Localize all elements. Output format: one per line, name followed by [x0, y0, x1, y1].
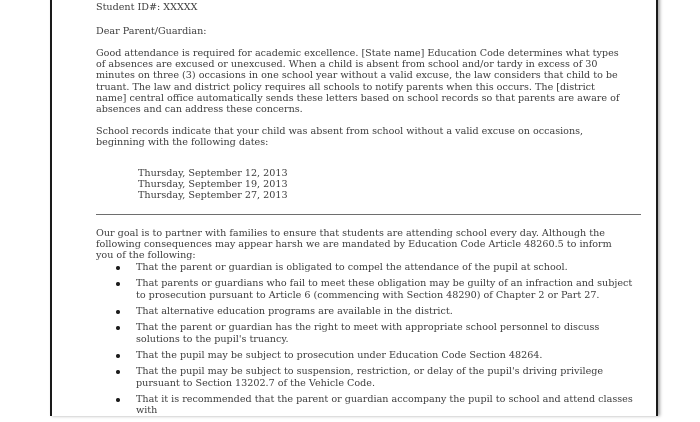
bullet-icon [116, 282, 120, 286]
intro-paragraph: Good attendance is required for academic excellence. [State name] Education Code determines what types of absences are excused or unexcused. When a child is absent from school and/or tardy in excess of 30 minutes on three (3) occasions in one school year without a valid excuse, the law considers that child to be truant. The law and district policy requires all schools to notify parents when this occurs. The [district name] central office automatically sends these letters based on school records so that parents are aware of absences and can address these concerns. [96, 48, 620, 116]
list-item-text: That the pupil may be subject to prosecution under Education Code Section 48264. [136, 349, 543, 361]
list-item [96, 278, 641, 300]
list-item-text: That parents or guardians who fail to meet these obligation may be guilty of an infraction and subject to prosecution pursuant to Article 6 (commencing with Section 48290) of Chapter 2 or Part 27. [136, 278, 633, 301]
list-item-text: That it is recommended that the parent or guardian accompany the pupil to school and attend classes with [136, 393, 633, 417]
absence-notice-paragraph: School records indicate that your child was absent from school without a valid excuse on occasions, beginning with the following dates: [96, 126, 584, 149]
list-item [96, 350, 641, 361]
list-item [96, 366, 641, 388]
greeting: Dear Parent/Guardian: [96, 26, 207, 37]
bullet-icon [116, 354, 120, 358]
list-item [96, 322, 641, 344]
list-item-text: That alternative education programs are available in the district. [136, 305, 453, 317]
list-item [96, 394, 641, 416]
absence-date: Thursday, September 19, 2013 [138, 179, 288, 190]
document-page [50, 0, 658, 416]
list-item-text: That the parent or guardian has the right to meet with appropriate school personnel to discuss solutions to the pupil's truancy. [136, 322, 600, 345]
goal-paragraph: Our goal is to partner with families to ensure that students are attending school every day. Although the following consequences may appear harsh we are mandated by Education Code Article 48260.5 to inform you of the following: [96, 228, 612, 262]
list-item-text: That the pupil may be subject to suspension, restriction, or delay of the pupil's driving privilege pursuant to Section 13202.7 of the Vehicle Code. [136, 366, 604, 389]
absence-dates-list [138, 168, 288, 201]
list-item-text: That the parent or guardian is obligated to compel the attendance of the pupil at school. [136, 262, 568, 273]
list-item [96, 306, 641, 317]
consequences-list [96, 262, 641, 422]
bullet-icon [116, 266, 120, 270]
student-id-line: Student ID#: XXXXX [96, 2, 198, 13]
bullet-icon [116, 326, 120, 330]
bullet-icon [116, 370, 120, 374]
section-divider [96, 214, 641, 215]
list-item [96, 262, 641, 273]
absence-date: Thursday, September 27, 2013 [138, 190, 288, 201]
bullet-icon [116, 310, 120, 314]
absence-date: Thursday, September 12, 2013 [138, 168, 288, 179]
